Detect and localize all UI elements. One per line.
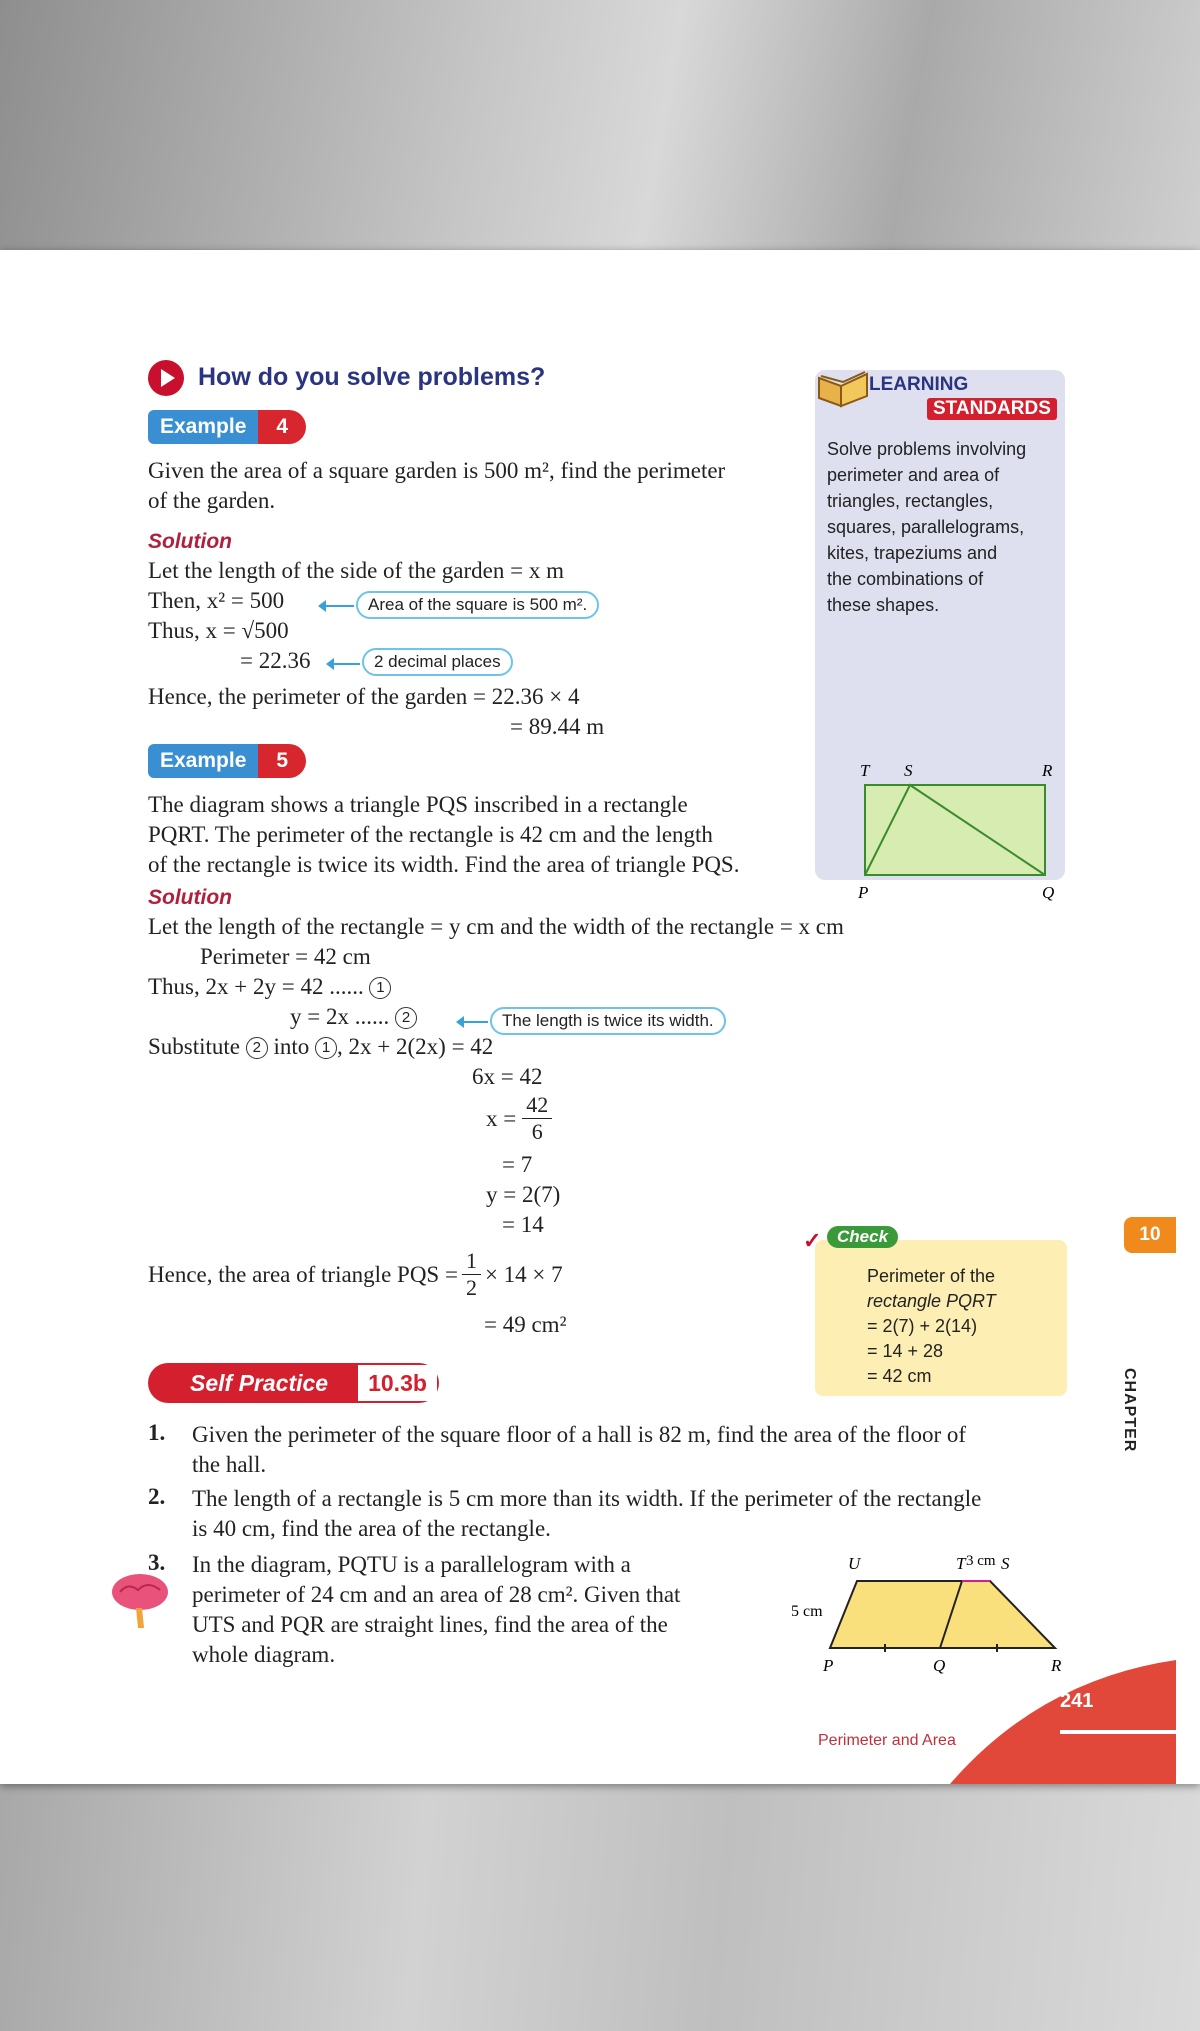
frac-den: 6 xyxy=(531,1119,543,1144)
footer-topic: Perimeter and Area xyxy=(818,1732,956,1749)
standards-line: these shapes. xyxy=(827,595,940,615)
label-s: S xyxy=(1001,1554,1010,1573)
question-line: Given the perimeter of the square floor of a hall is 82 m, find the area of the floor of xyxy=(192,1422,967,1447)
example-5-badge xyxy=(148,744,306,778)
label-5cm: 5 cm xyxy=(791,1603,823,1620)
label-3cm: 3 cm xyxy=(966,1553,996,1569)
example-4-question-1: Given the area of a square garden is 500 m², find the perimeter xyxy=(148,458,726,483)
example-label: Example xyxy=(148,744,258,778)
ex5-line-eq2 xyxy=(290,1002,417,1032)
question-line: whole diagram. xyxy=(192,1642,336,1667)
circle-1: 1 xyxy=(369,977,391,999)
label-t: T xyxy=(860,761,870,780)
question-number: 2. xyxy=(148,1484,166,1509)
circle-2: 2 xyxy=(395,1007,417,1029)
check-line: = 42 cm xyxy=(867,1366,932,1386)
area-rest-text: × 14 × 7 xyxy=(484,1261,563,1287)
self-practice-code: 10.3b xyxy=(356,1363,439,1403)
question-line: perimeter of 24 cm and an area of 28 cm². Given that xyxy=(192,1582,681,1607)
ex5-line: Perimeter = 42 cm xyxy=(200,944,371,969)
question-number: 3. xyxy=(148,1550,166,1575)
question-1-text xyxy=(192,1420,966,1480)
standards-line: squares, parallelograms, xyxy=(827,517,1025,537)
frac-num: 1 xyxy=(462,1248,481,1275)
example-number: 4 xyxy=(258,410,306,444)
question-2-text xyxy=(192,1484,981,1544)
question-line: In the diagram, PQTU is a parallelogram with a xyxy=(192,1552,631,1577)
check-line: Perimeter of the xyxy=(867,1266,996,1286)
label-q: Q xyxy=(1042,883,1055,902)
frac-num: 42 xyxy=(522,1092,552,1119)
play-icon xyxy=(148,360,184,396)
circle-2: 2 xyxy=(246,1037,268,1059)
check-line: = 2(7) + 2(14) xyxy=(867,1316,978,1336)
chapter-number: 10 xyxy=(1124,1217,1176,1253)
footer-corner-shape xyxy=(950,1660,1176,1784)
question-line: is 40 cm, find the area of the rectangle. xyxy=(192,1516,551,1541)
example-4-question-2: of the garden. xyxy=(148,488,276,513)
label-r: R xyxy=(1051,1656,1062,1675)
ex4-line: = 89.44 m xyxy=(510,714,605,739)
ex5-line-frac xyxy=(486,1092,552,1145)
label-t: T xyxy=(956,1554,966,1573)
ex5-line: 6x = 42 xyxy=(472,1064,543,1089)
check-label: Check xyxy=(827,1226,898,1248)
question-number: 1. xyxy=(148,1420,166,1445)
ex5-line: Let the length of the rectangle = y cm and the width of the rectangle = x cm xyxy=(148,914,844,939)
x-eq-text: x = xyxy=(486,1105,517,1131)
solution-label: Solution xyxy=(148,886,232,909)
standards-line: kites, trapeziums and xyxy=(827,543,998,563)
ex5-line-area xyxy=(148,1248,563,1301)
label-p: P xyxy=(858,883,869,902)
ex4-line: Then, x² = 500 xyxy=(148,588,285,613)
ex5-line: = 49 cm² xyxy=(484,1312,567,1337)
question-line: The length of a rectangle is 5 cm more than its width. If the perimeter of the rectangle xyxy=(192,1486,982,1511)
check-box xyxy=(803,1227,1067,1396)
example-4-badge xyxy=(148,410,306,444)
note-arrow xyxy=(462,1021,488,1023)
note-arrow xyxy=(324,605,354,607)
check-line: = 14 + 28 xyxy=(867,1341,944,1361)
check-text xyxy=(867,1264,996,1389)
textbook-page xyxy=(0,250,1200,1784)
example-number: 5 xyxy=(258,744,306,778)
label-u: U xyxy=(848,1554,861,1573)
standards-text xyxy=(827,436,1026,618)
rectangle-pqrt xyxy=(865,785,1045,875)
background-bottom xyxy=(0,1784,1200,2031)
fraction-42-6 xyxy=(522,1092,552,1145)
question-line: the hall. xyxy=(192,1452,267,1477)
note-decimal-places: 2 decimal places xyxy=(362,648,513,676)
circle-1: 1 xyxy=(315,1037,337,1059)
ex5-line: y = 2(7) xyxy=(486,1182,561,1207)
parallelogram-diagram xyxy=(785,1545,1080,1675)
standards-line: perimeter and area of xyxy=(827,465,1000,485)
background-top xyxy=(0,0,1200,250)
eq2-text: y = 2x ...... xyxy=(290,1004,390,1029)
rectangle-diagram xyxy=(850,760,1070,910)
book-icon xyxy=(815,364,871,408)
ex5-question-line: PQRT. The perimeter of the rectangle is 42 cm and the length xyxy=(148,822,713,847)
sub-eq-text: 2x + 2(2x) = 42 xyxy=(348,1034,494,1059)
ex4-line: Hence, the perimeter of the garden = 22.36 × 4 xyxy=(148,684,580,709)
ex5-line: = 7 xyxy=(502,1152,533,1177)
note-arrow xyxy=(332,663,360,665)
hence-text: Hence, the area of triangle PQS = xyxy=(148,1261,458,1287)
question-3-text xyxy=(192,1550,680,1670)
label-p: P xyxy=(823,1656,834,1675)
ex4-line: Let the length of the side of the garden = x m xyxy=(148,558,564,583)
example-label: Example xyxy=(148,410,258,444)
ex5-line: = 14 xyxy=(502,1212,544,1237)
standards-line: Solve problems involving xyxy=(827,439,1027,459)
label-s: S xyxy=(904,761,913,780)
solution-label: Solution xyxy=(148,530,232,553)
self-practice-label: Self Practice xyxy=(148,1363,356,1403)
check-line: rectangle PQRT xyxy=(867,1291,996,1311)
ex5-question-line: of the rectangle is twice its width. Find the area of triangle PQS. xyxy=(148,852,740,877)
page-number: 241 xyxy=(1060,1690,1094,1712)
fraction-half xyxy=(462,1248,481,1301)
ex4-line: Thus, x = √500 xyxy=(148,618,289,643)
standards-line: the combinations of xyxy=(827,569,984,589)
label-r: R xyxy=(1042,761,1053,780)
note-area-square: Area of the square is 500 m². xyxy=(356,591,599,619)
question-line: UTS and PQR are straight lines, find the area of the xyxy=(192,1612,668,1637)
chapter-label: CHAPTER xyxy=(1121,1368,1138,1453)
note-length-twice: The length is twice its width. xyxy=(490,1007,726,1035)
ex4-line: = 22.36 xyxy=(240,648,311,673)
standards-line: triangles, rectangles, xyxy=(827,491,994,511)
brain-icon xyxy=(108,1568,172,1632)
standards-title-1: LEARNING xyxy=(869,374,969,395)
self-practice-badge xyxy=(148,1363,439,1403)
check-mark-icon: ✓ xyxy=(803,1228,822,1253)
label-q: Q xyxy=(933,1656,946,1675)
eq1-text: Thus, 2x + 2y = 42 ...... xyxy=(148,974,364,999)
ex5-question-line: The diagram shows a triangle PQS inscribed in a rectangle xyxy=(148,792,688,817)
into-text: into xyxy=(273,1034,310,1059)
substitute-text: Substitute xyxy=(148,1034,241,1059)
frac-den: 2 xyxy=(465,1275,477,1300)
standards-title-2: STANDARDS xyxy=(927,398,1057,420)
section-heading: How do you solve problems? xyxy=(198,363,546,391)
ex5-line-substitute: Substitute 2 into 1 , 2x + 2(2x) = 42 xyxy=(148,1034,494,1059)
ex5-line-thus xyxy=(148,972,391,1002)
